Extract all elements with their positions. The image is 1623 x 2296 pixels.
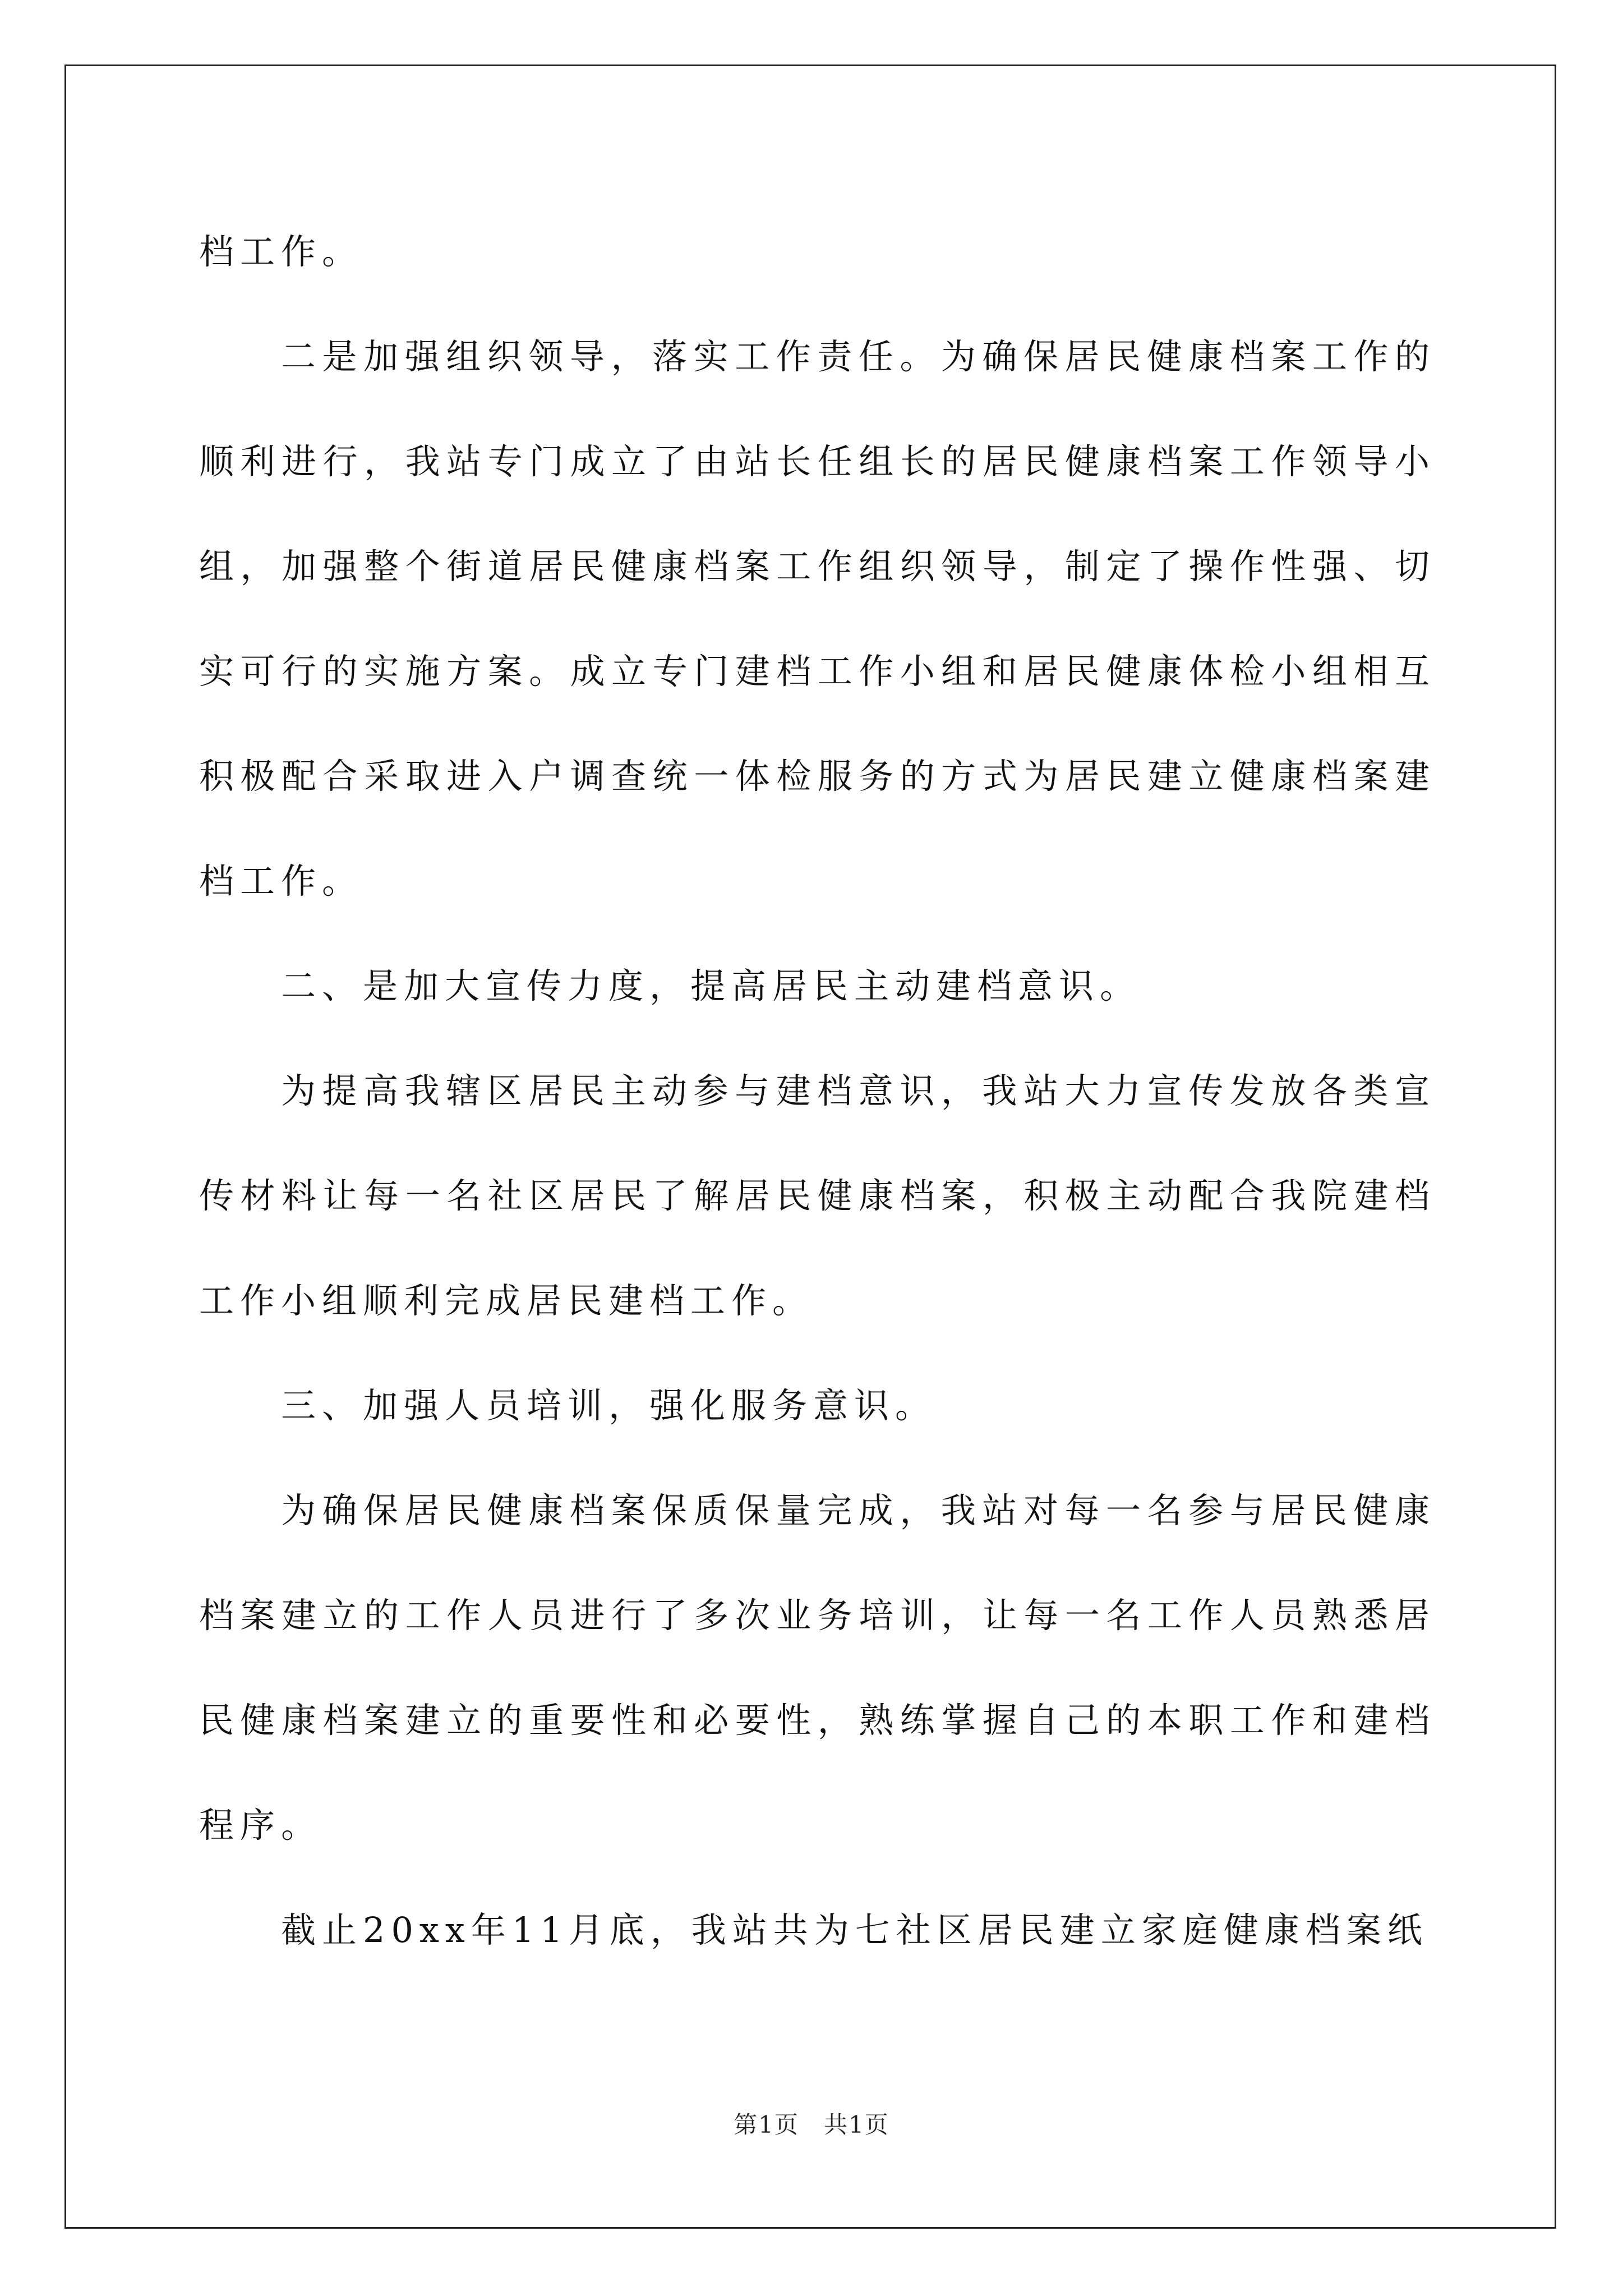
page-number-footer: 第1页 共1页 — [734, 2111, 889, 2138]
paragraph-heading-training: 三、加强人员培训，强化服务意识。 — [281, 1385, 937, 1426]
paragraph-organization-leadership: 二是加强组织领导，落实工作责任。为确保居民健康档案工作的顺利进行，我站专门成立了由站长任组长的居民健康档案工作领导小组，加强整个街道居民健康档案工作组织领导，制定了操作性强、切实可行的实施方案。成立专门建档工作小组和居民健康体检小组相互积极配合采取进入户调查统一体检服务的方式为居民建立健康档案建档工作。 — [199, 336, 1436, 901]
paragraph-statistics: 截止20xx年11月底，我站共为七社区居民建立家庭健康档案纸 — [281, 1910, 1428, 1950]
paragraph-heading-publicity: 二、是加大宣传力度，提高居民主动建档意识。 — [281, 965, 1141, 1006]
paragraph-publicity: 为提高我辖区居民主动参与建档意识，我站大力宣传发放各类宣传材料让每一名社区居民了解居民健康档案，积极主动配合我院建档工作小组顺利完成居民建档工作。 — [199, 1070, 1436, 1321]
paragraph-continuation: 档工作。 — [199, 231, 363, 272]
paragraph-training: 为确保居民健康档案保质保量完成，我站对每一名参与居民健康档案建立的工作人员进行了多次业务培训，让每一名工作人员熟悉居民健康档案建立的重要性和必要性，熟练掌握自己的本职工作和建档程序。 — [199, 1490, 1436, 1846]
document-body — [199, 199, 1436, 1982]
